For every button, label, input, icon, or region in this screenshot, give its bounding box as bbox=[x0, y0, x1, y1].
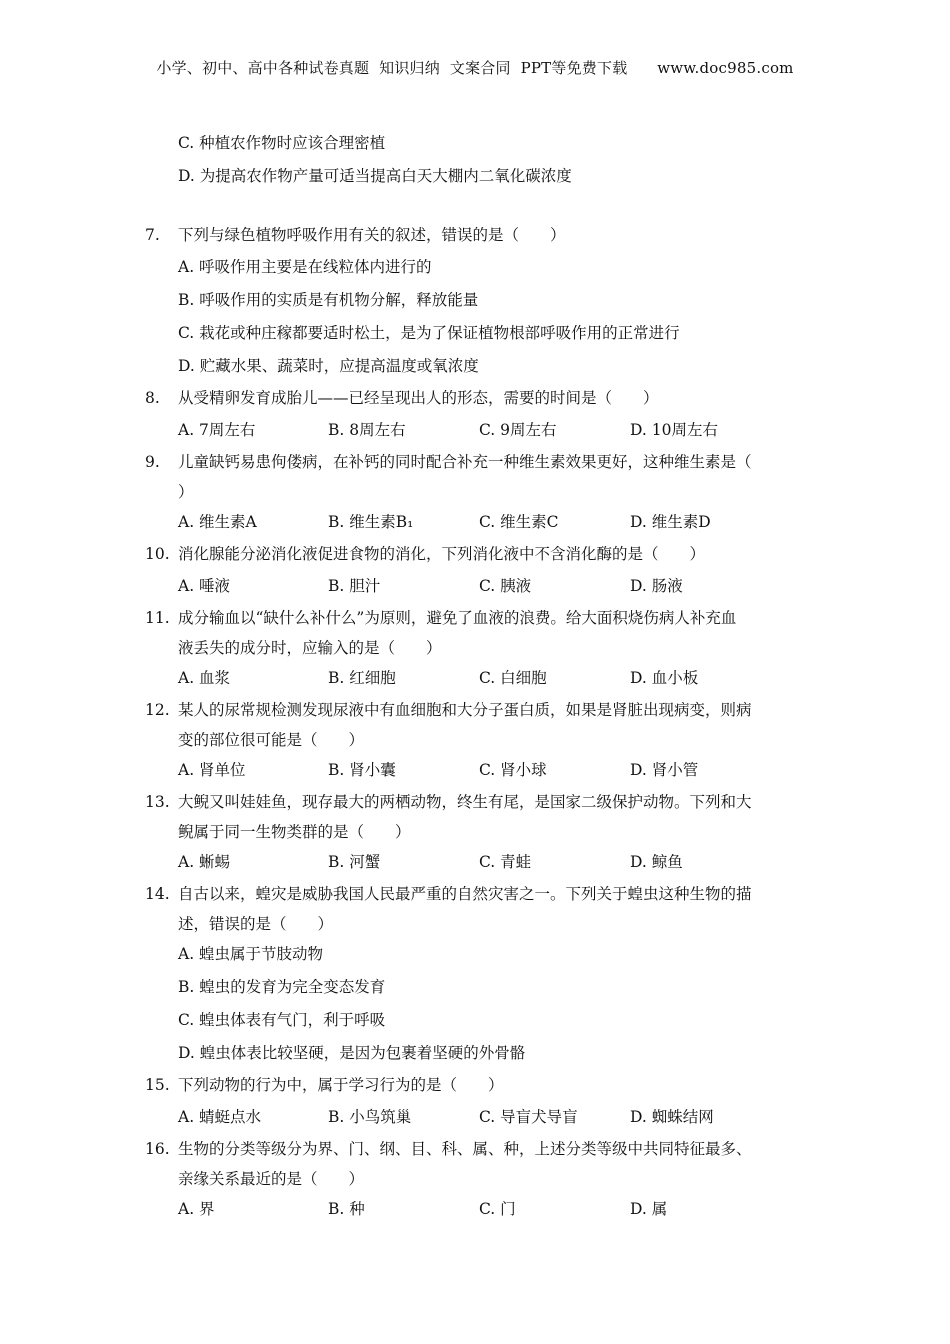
question-stem: 下列动物的行为中，属于学习行为的是（ ） bbox=[178, 1076, 504, 1094]
option-a: A. 唾液 bbox=[178, 577, 231, 595]
option-d: D. 肠液 bbox=[630, 577, 683, 595]
question-number: 14. bbox=[145, 885, 170, 903]
question-stem: 儿童缺钙易患佝偻病，在补钙的同时配合补充一种维生素效果更好，这种维生素是（ bbox=[178, 453, 752, 471]
question-stem: 生物的分类等级分为界、门、纲、目、科、属、种，上述分类等级中共同特征最多、 bbox=[178, 1140, 752, 1158]
option-d: D. 10周左右 bbox=[630, 421, 718, 439]
option-a: A. 呼吸作用主要是在线粒体内进行的 bbox=[178, 258, 432, 276]
option-a: A. 蝗虫属于节肢动物 bbox=[178, 945, 324, 963]
option-d: D. 属 bbox=[630, 1200, 668, 1218]
question-stem: 成分输血以“缺什么补什么”为原则，避免了血液的浪费。给大面积烧伤病人补充血 bbox=[178, 609, 737, 627]
option-c: C. 青蛙 bbox=[479, 853, 532, 871]
question-stem: 从受精卵发育成胎儿——已经呈现出人的形态，需要的时间是（ ） bbox=[178, 389, 659, 407]
question-stem-cont: 亲缘关系最近的是（ ） bbox=[178, 1170, 365, 1188]
question-stem: 自古以来，蝗灾是威胁我国人民最严重的自然灾害之一。下列关于蝗虫这种生物的描 bbox=[178, 885, 752, 903]
option-d: D. 贮藏水果、蔬菜时，应提高温度或氧浓度 bbox=[178, 357, 479, 375]
option-c: C. 栽花或种庄稼都要适时松土，是为了保证植物根部呼吸作用的正常进行 bbox=[178, 324, 680, 342]
option-d: D. 蝗虫体表比较坚硬，是因为包裹着坚硬的外骨骼 bbox=[178, 1044, 526, 1062]
option-a: A. 血浆 bbox=[178, 669, 231, 687]
option-b: B. 8周左右 bbox=[328, 421, 406, 439]
question-number: 10. bbox=[145, 545, 170, 563]
option-a: A. 界 bbox=[178, 1200, 215, 1218]
question-stem: 消化腺能分泌消化液促进食物的消化，下列消化液中不含消化酶的是（ ） bbox=[178, 545, 706, 563]
prev-option-d: D. 为提高农作物产量可适当提高白天大棚内二氧化碳浓度 bbox=[178, 167, 572, 185]
option-b: B. 维生素B₁ bbox=[328, 513, 414, 531]
question-number: 12. bbox=[145, 701, 170, 719]
option-a: A. 蜻蜓点水 bbox=[178, 1108, 262, 1126]
option-a: A. 7周左右 bbox=[178, 421, 256, 439]
question-stem-cont: 变的部位很可能是（ ） bbox=[178, 731, 365, 749]
question-number: 13. bbox=[145, 793, 170, 811]
option-c: C. 维生素C bbox=[479, 513, 559, 531]
question-number: 9. bbox=[145, 453, 160, 471]
page-header: 小学、初中、高中各种试卷真题 知识归纳 文案合同 PPT等免费下载 www.doc985.com bbox=[156, 59, 794, 77]
question-number: 8. bbox=[145, 389, 160, 407]
prev-option-c: C. 种植农作物时应该合理密植 bbox=[178, 134, 386, 152]
option-c: C. 白细胞 bbox=[479, 669, 547, 687]
option-c: C. 蝗虫体表有气门，利于呼吸 bbox=[178, 1011, 386, 1029]
option-c: C. 9周左右 bbox=[479, 421, 557, 439]
option-b: B. 肾小囊 bbox=[328, 761, 396, 779]
option-b: B. 呼吸作用的实质是有机物分解，释放能量 bbox=[178, 291, 479, 309]
option-d: D. 蜘蛛结网 bbox=[630, 1108, 714, 1126]
question-number: 15. bbox=[145, 1076, 170, 1094]
option-b: B. 蝗虫的发育为完全变态发育 bbox=[178, 978, 386, 996]
question-number: 11. bbox=[145, 609, 170, 627]
question-number: 16. bbox=[145, 1140, 170, 1158]
option-c: C. 肾小球 bbox=[479, 761, 547, 779]
question-number: 7. bbox=[145, 226, 160, 244]
option-c: C. 门 bbox=[479, 1200, 516, 1218]
option-c: C. 导盲犬导盲 bbox=[479, 1108, 578, 1126]
question-stem-cont: ） bbox=[178, 483, 194, 501]
question-stem-cont: 液丢失的成分时，应输入的是（ ） bbox=[178, 639, 442, 657]
option-b: B. 红细胞 bbox=[328, 669, 396, 687]
question-stem-cont: 述，错误的是（ ） bbox=[178, 915, 334, 933]
option-b: B. 胆汁 bbox=[328, 577, 381, 595]
option-c: C. 胰液 bbox=[479, 577, 532, 595]
option-a: A. 维生素A bbox=[178, 513, 257, 531]
option-d: D. 维生素D bbox=[630, 513, 711, 531]
option-b: B. 种 bbox=[328, 1200, 365, 1218]
question-stem: 下列与绿色植物呼吸作用有关的叙述，错误的是（ ） bbox=[178, 226, 566, 244]
option-b: B. 小鸟筑巢 bbox=[328, 1108, 412, 1126]
option-d: D. 血小板 bbox=[630, 669, 699, 687]
question-stem-cont: 鲵属于同一生物类群的是（ ） bbox=[178, 823, 411, 841]
option-b: B. 河蟹 bbox=[328, 853, 381, 871]
option-a: A. 蜥蜴 bbox=[178, 853, 231, 871]
question-stem: 大鲵又叫娃娃鱼，现存最大的两栖动物，终生有尾，是国家二级保护动物。下列和大 bbox=[178, 793, 752, 811]
question-stem: 某人的尿常规检测发现尿液中有血细胞和大分子蛋白质，如果是肾脏出现病变，则病 bbox=[178, 701, 752, 719]
option-a: A. 肾单位 bbox=[178, 761, 246, 779]
option-d: D. 肾小管 bbox=[630, 761, 699, 779]
option-d: D. 鲸鱼 bbox=[630, 853, 683, 871]
